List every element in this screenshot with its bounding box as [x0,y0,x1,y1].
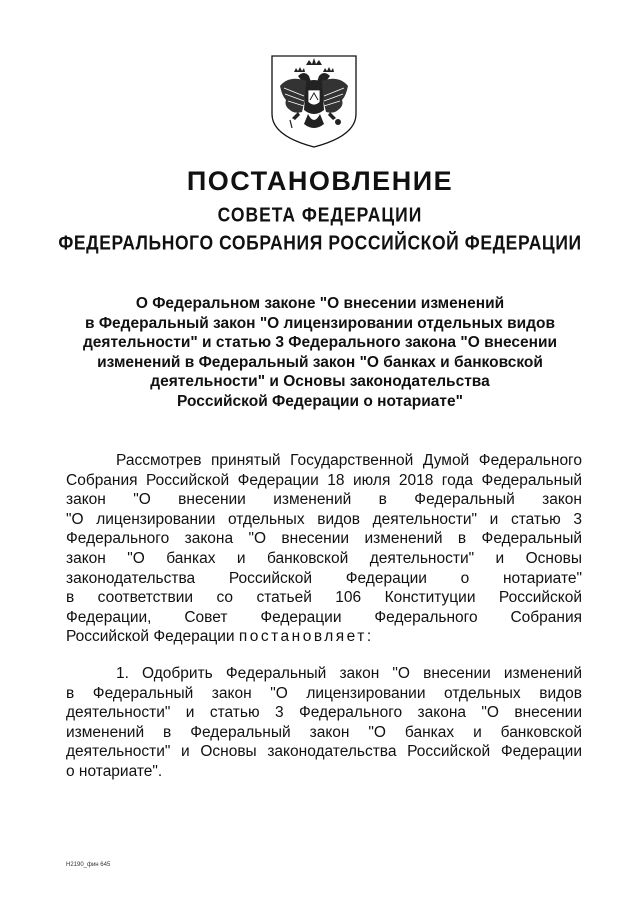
paragraph-line: 1. Одобрить Федеральный закон "О внесении изменений [116,665,582,682]
paragraph-line: закон "О банках и банковской деятельности" и Основы [66,549,582,567]
paragraph-line: Рассмотрев принятый Государственной Думой Федерального [116,452,582,469]
paragraph-line: Федерации, Совет Федерации Федерального Собрания [66,608,582,626]
law-title-line: в Федеральный закон "О лицензировании отдельных видов [84,314,555,332]
law-title-line: деятельности" и статью 3 Федерального закона "О внесении [82,334,558,352]
resolution-item-1 [66,664,582,782]
document-code: Н2190_фин 645 [66,862,111,868]
paragraph-line: "О лицензировании отдельных видов деятельности" и статью 3 [66,510,582,528]
resolves-word: постановляет: [238,628,374,646]
document-subtitle-assembly: ФЕДЕРАЛЬНОГО СОБРАНИЯ РОССИЙСКОЙ ФЕДЕРАЦИИ [58,231,582,254]
document-subtitle-council: СОВЕТА ФЕДЕРАЦИИ [217,203,423,226]
paragraph-line: в Федеральный закон "О лицензировании отдельных видов [66,684,582,702]
document-title: ПОСТАНОВЛЕНИЕ [186,166,454,196]
paragraph-line: о нотариате". [66,762,163,780]
paragraph-line: в соответствии со статьей 106 Конституции Российской [66,589,582,607]
law-title-line: деятельности" и Основы законодательства [150,373,490,391]
paragraph-line: закон "О внесении изменений в Федеральный закон [66,491,582,509]
law-title-line: изменений в Федеральный закон "О банках и банковской [97,353,543,371]
law-title-line: О Федеральном законе "О внесении изменений [135,295,505,312]
paragraph-line: Федерального закона "О внесении изменений в Федеральный [66,530,582,548]
paragraph-line: деятельности" и Основы законодательства Российской Федерации [66,743,582,761]
law-title [70,294,570,412]
preamble-paragraph [66,451,582,647]
paragraph-line-resolves [66,627,582,647]
russian-coat-of-arms-icon [268,52,360,150]
paragraph-line: законодательства Российской Федерации о нотариате" [66,569,582,587]
paragraph-line: изменений в Федеральный закон "О банках и банковской [66,723,582,741]
paragraph-line: Собрания Российской Федерации 18 июля 2018 года Федеральный [66,471,582,489]
paragraph-line: деятельности" и статью 3 Федерального закона "О внесении [66,704,582,722]
resolves-prefix: Российской Федерации [66,628,239,646]
law-title-line: Российской Федерации о нотариате" [177,392,463,410]
